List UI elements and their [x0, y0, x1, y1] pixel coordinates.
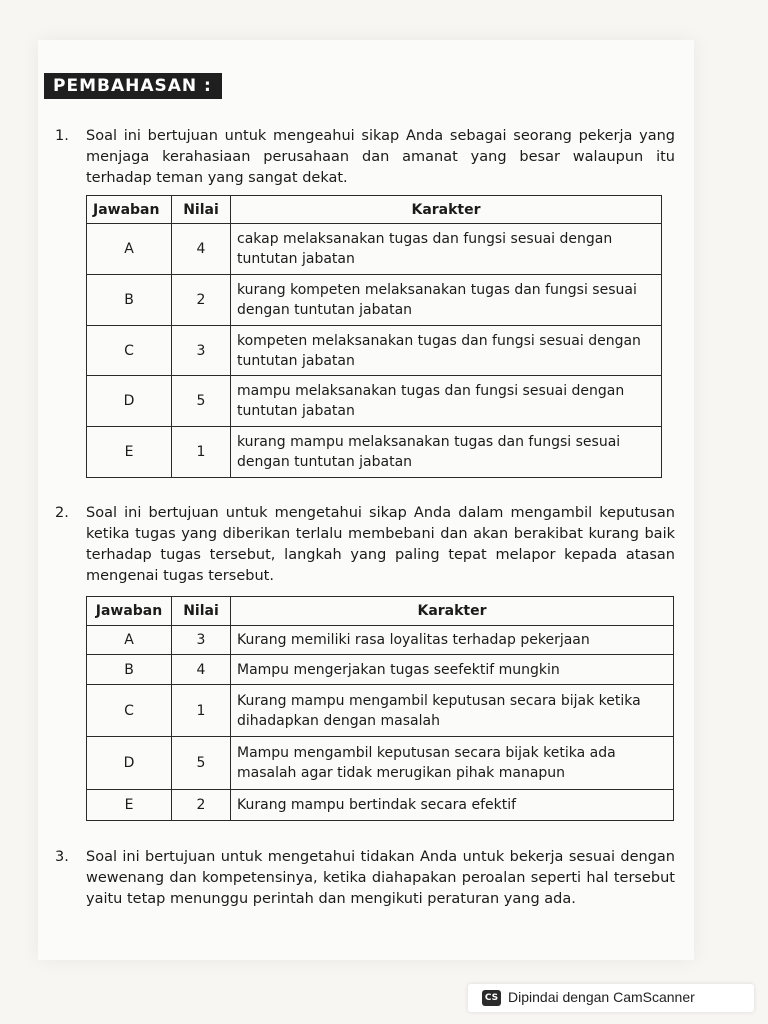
cell-jawaban: B	[87, 275, 172, 326]
question-number: 2.	[55, 505, 69, 521]
table-row	[87, 737, 674, 790]
table-row	[87, 326, 662, 376]
table-row	[87, 224, 662, 275]
camscanner-watermark	[468, 984, 754, 1012]
cell-jawaban: D	[87, 737, 172, 790]
cell-karakter: mampu melaksanakan tugas dan fungsi sesuai dengan tuntutan jabatan	[231, 376, 662, 427]
watermark-text: Dipindai dengan CamScanner	[508, 989, 695, 1005]
cell-jawaban: B	[87, 655, 172, 685]
cell-jawaban: D	[87, 376, 172, 427]
question-number: 1.	[55, 128, 69, 144]
answer-table-2	[86, 596, 674, 821]
table-header-row	[87, 597, 674, 626]
table-row	[87, 685, 674, 737]
cell-nilai: 3	[172, 326, 231, 376]
cell-nilai: 4	[172, 224, 231, 275]
question-2	[55, 503, 675, 587]
cell-nilai: 1	[172, 427, 231, 478]
cell-jawaban: C	[87, 326, 172, 376]
cell-nilai: 5	[172, 376, 231, 427]
table-row	[87, 790, 674, 821]
table-row	[87, 376, 662, 427]
cell-nilai: 3	[172, 626, 231, 655]
cell-nilai: 4	[172, 655, 231, 685]
cell-karakter: Kurang mampu mengambil keputusan secara bijak ketika dihadapkan dengan masalah	[231, 685, 674, 737]
cell-karakter: Mampu mengambil keputusan secara bijak ketika ada masalah agar tidak merugikan pihak manapun	[231, 737, 674, 790]
table-row	[87, 275, 662, 326]
table-row	[87, 427, 662, 478]
cell-jawaban: E	[87, 790, 172, 821]
section-heading: PEMBAHASAN :	[44, 73, 222, 99]
question-number: 3.	[55, 849, 69, 865]
header-nilai: Nilai	[172, 597, 231, 626]
table-row	[87, 626, 674, 655]
question-3	[55, 847, 675, 911]
header-jawaban: Jawaban	[87, 597, 172, 626]
cell-karakter: kurang mampu melaksanakan tugas dan fungsi sesuai dengan tuntutan jabatan	[231, 427, 662, 478]
header-nilai: Nilai	[172, 196, 231, 224]
question-text: Soal ini bertujuan untuk mengetahui sikap Anda dalam mengambil keputusan ketika tugas yang diberikan terlalu membebani dan akan berakibat kurang baik terhadap tugas tersebut, langkah yang paling tepat melapor kepada atasan mengenai tugas tersebut.	[86, 505, 675, 584]
cell-jawaban: E	[87, 427, 172, 478]
table-row	[87, 655, 674, 685]
table-header-row	[87, 196, 662, 224]
header-jawaban: Jawaban	[87, 196, 172, 224]
cell-nilai: 5	[172, 737, 231, 790]
question-text: Soal ini bertujuan untuk mengeahui sikap Anda sebagai seorang pekerja yang menjaga kerahasiaan perusahaan dan amanat yang besar walaupun itu terhadap teman yang sangat dekat.	[86, 128, 675, 186]
cell-karakter: kompeten melaksanakan tugas dan fungsi sesuai dengan tuntutan jabatan	[231, 326, 662, 376]
cell-nilai: 2	[172, 275, 231, 326]
cell-jawaban: C	[87, 685, 172, 737]
cell-karakter: Kurang memiliki rasa loyalitas terhadap pekerjaan	[231, 626, 674, 655]
question-1	[55, 126, 675, 190]
camscanner-logo-icon: CS	[482, 990, 501, 1006]
header-karakter: Karakter	[231, 597, 674, 626]
cell-nilai: 2	[172, 790, 231, 821]
header-karakter: Karakter	[231, 196, 662, 224]
cell-karakter: kurang kompeten melaksanakan tugas dan fungsi sesuai dengan tuntutan jabatan	[231, 275, 662, 326]
question-text: Soal ini bertujuan untuk mengetahui tidakan Anda untuk bekerja sesuai dengan wewenang dan kompetensinya, ketika diahapakan peroalan seperti hal tersebut yaitu tetap menunggu perintah dan mengikuti peraturan yang ada.	[86, 849, 675, 907]
cell-jawaban: A	[87, 224, 172, 275]
cell-karakter: Kurang mampu bertindak secara efektif	[231, 790, 674, 821]
cell-karakter: Mampu mengerjakan tugas seefektif mungkin	[231, 655, 674, 685]
answer-table-1	[86, 195, 662, 478]
cell-karakter: cakap melaksanakan tugas dan fungsi sesuai dengan tuntutan jabatan	[231, 224, 662, 275]
cell-jawaban: A	[87, 626, 172, 655]
cell-nilai: 1	[172, 685, 231, 737]
